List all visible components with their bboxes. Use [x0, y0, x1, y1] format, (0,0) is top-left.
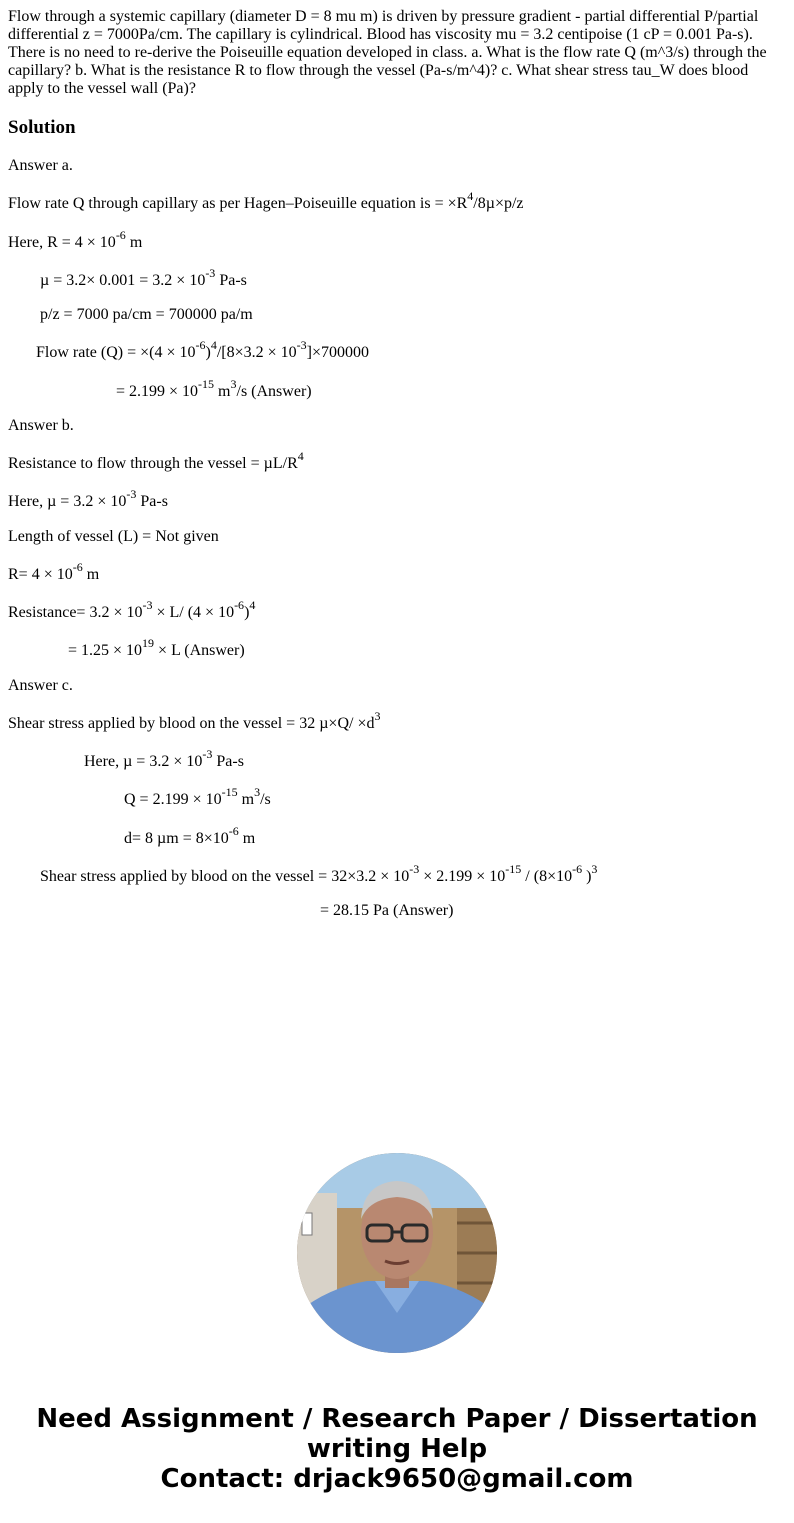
author-portrait-illustration [297, 1153, 497, 1353]
answer-a-flow-rate-formula: Flow rate $(Q) = \times(4 \times 10^{-6})^4/[8\times 3.2 \times 10^{-3}]\times 700000$ [36, 337, 369, 361]
answer-c-viscosity: Here, $\mu = 3.2 \times 10^{-3}$ Pa-s [84, 746, 244, 770]
answer-c-shear-formula: Shear stress applied by blood on the vessel = $32\times 3.2 \times 10^{-3} \times 2.199 \times 10^{-15} / (8\times 10^{-6}$ )$^3$ [40, 861, 598, 885]
promo-footer [0, 1404, 794, 1494]
answer-c-diameter: d= 8 $\mu m = 8\times 10^{-6}$ m [124, 823, 256, 847]
answer-b-length: Length of vessel (L) = Not given [8, 528, 219, 545]
answer-a-viscosity: $\mu = 3.2\times 0.001 = 3.2 \times 10^{-3}$ Pa-s [40, 265, 247, 289]
answer-a-radius: Here, $R = 4 \times 10^{-6}$ m [8, 227, 143, 251]
question-text: Flow through a systemic capillary (diameter D = 8 mu m) is driven by pressure gradient - partial differential P/partial differential z = 7000Pa/cm. The capillary is cylindrical. Blood has viscosity mu = 3.2 centipoise (1 cP = 0.001 Pa-s). There is no need to re-derive the Poiseuille equation developed in class. a. What is the flow rate Q (m^3/s) through the capillary? b. What is the resistance R to flow through the vessel (Pa-s/m^4)? c. What shear stress tau_W does blood apply to the vessel wall (Pa)? [8, 8, 767, 97]
answer-b-viscosity: Here, $\mu = 3.2 \times 10^{-3}$ Pa-s [8, 486, 168, 510]
promo-line-2: writing Help [306, 1434, 488, 1464]
answer-c-result: = 28.15 Pa (Answer) [320, 902, 454, 919]
answer-b-radius: $R= 4 \times 10^{-6}$ m [8, 559, 100, 583]
solution-heading: Solution [8, 117, 76, 138]
answer-b-resistance-formula: Resistance= $3.2 \times 10^{-3} \times L/$ $(4 \times 10^{-6})^4$ [8, 597, 256, 621]
answer-a-equation: Flow rate Q through capillary as per Hagen–Poiseuille equation is = $\times R^4/8\mu\times p/z$ [8, 188, 524, 212]
answer-c-flow-rate: $Q = 2.199 \times 10^{-15}$ $m^3/s$ [124, 784, 271, 808]
promo-line-1: Need Assignment / Research Paper / Dissertation [36, 1404, 758, 1434]
author-avatar [297, 1153, 497, 1353]
contact-email: Contact: drjack9650@gmail.com [160, 1464, 634, 1494]
answer-a-result: = $2.199 \times 10^{-15}$ $m^3/s$ (Answer) [116, 376, 312, 400]
answer-b-result: = $1.25 \times 10^{19} \times L$ (Answer) [68, 635, 245, 659]
answer-b-heading: Answer b. [8, 417, 74, 434]
answer-a-pressure-gradient: p/z = 7000 pa/cm = 700000 pa/m [40, 306, 253, 323]
answer-c-equation: Shear stress applied by blood on the vessel = 32 $\mu\times Q/ \times d^3$ [8, 708, 381, 732]
answer-a-heading: Answer a. [8, 157, 73, 174]
answer-c-heading: Answer c. [8, 677, 73, 694]
answer-b-equation: Resistance to flow through the vessel = $\mu L/R^4$ [8, 448, 304, 472]
